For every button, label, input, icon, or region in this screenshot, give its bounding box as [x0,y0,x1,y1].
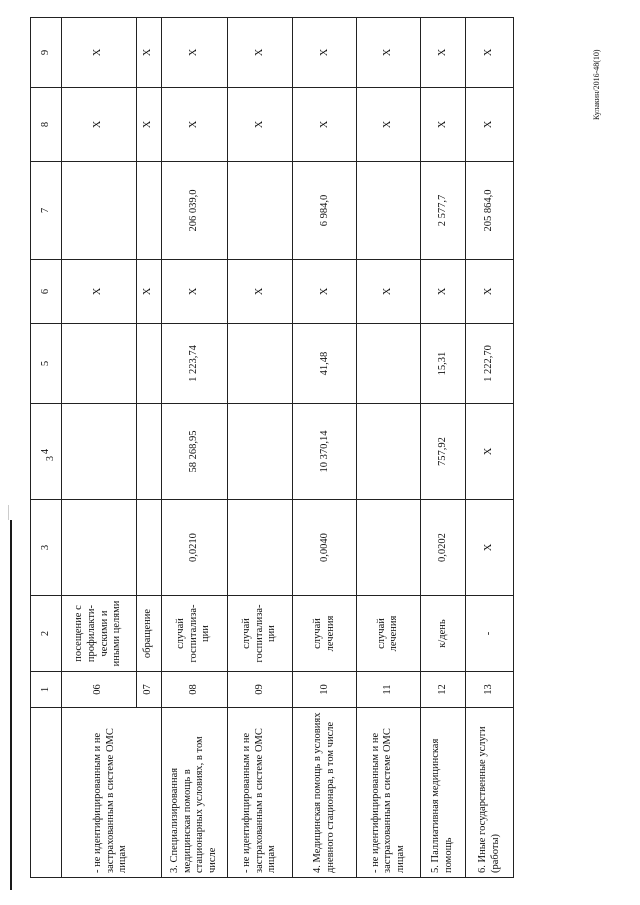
row-per-capita: 1 223,74 [161,324,227,404]
row-col7: 206 039,0 [161,162,227,260]
row-norm: 0,0040 [293,500,357,596]
row-col9: X [61,18,136,88]
row-col6: X [161,260,227,324]
row-col7 [61,162,136,260]
row-per-capita [227,324,293,404]
row-code: 10 [293,672,357,708]
row-norm [227,500,293,596]
row-name: - не идентифицированным и не застрахованным в системе ОМС лицам [227,708,293,878]
row-name: - не идентифицированным и не застрахованным в системе ОМС лицам [357,708,421,878]
row-col6: X [227,260,293,324]
header-col-7: 7 [31,162,62,260]
row-col6: X [466,260,514,324]
table-row [161,18,227,878]
row-cost: 10 370,14 [293,404,357,500]
row-code: 12 [420,672,465,708]
row-col7: 2 577,7 [420,162,465,260]
row-norm [136,500,161,596]
row-per-capita [61,324,136,404]
row-col7: 205 864,0 [466,162,514,260]
row-per-capita: 1 222,70 [466,324,514,404]
row-norm: 0,0210 [161,500,227,596]
row-col8: X [466,88,514,162]
table-row [420,18,465,878]
row-col8: X [227,88,293,162]
header-col-1: 1 [31,672,62,708]
row-unit: обращение [136,596,161,672]
row-col9: X [293,18,357,88]
row-col7 [227,162,293,260]
row-code: 11 [357,672,421,708]
row-cost: 757,92 [420,404,465,500]
row-cost [61,404,136,500]
row-per-capita: 15,31 [420,324,465,404]
data-table [30,17,514,878]
header-col-9: 9 [31,18,62,88]
row-unit: посещение с профилакти-ческими и иными целями [61,596,136,672]
rotated-table-container [30,18,514,878]
table-row [61,18,136,878]
row-cost: 58 268,95 [161,404,227,500]
row-col7 [357,162,421,260]
header-row [31,18,62,878]
row-norm [61,500,136,596]
scan-mark [8,505,9,520]
row-col6: X [420,260,465,324]
row-cost [227,404,293,500]
page-number: 3 [45,456,56,461]
row-per-capita: 41,48 [293,324,357,404]
row-col9: X [136,18,161,88]
row-code: 09 [227,672,293,708]
row-code: 08 [161,672,227,708]
row-unit: - [466,596,514,672]
row-col8: X [357,88,421,162]
table-row [466,18,514,878]
document-code: Кулакин/2016-48(10) [592,49,601,120]
row-per-capita [357,324,421,404]
row-code: 06 [61,672,136,708]
row-unit: случай госпитализа-ции [227,596,293,672]
row-per-capita [136,324,161,404]
row-col9: X [161,18,227,88]
row-norm: X [466,500,514,596]
header-col-6: 6 [31,260,62,324]
row-cost [136,404,161,500]
header-col-5: 5 [31,324,62,404]
header-col-4: 4 [31,404,62,500]
row-unit: случай госпитализа-ции [161,596,227,672]
row-norm [357,500,421,596]
row-name: 3. Специализированная медицинская помощь в стационарных условиях, в том числе [161,708,227,878]
table-row [293,18,357,878]
row-code: 07 [136,672,161,708]
row-norm: 0,0202 [420,500,465,596]
row-col8: X [61,88,136,162]
row-col9: X [357,18,421,88]
row-col9: X [466,18,514,88]
row-col9: X [420,18,465,88]
row-name: 6. Иные государственные услуги (работы) [466,708,514,878]
row-col7 [136,162,161,260]
header-col-8: 8 [31,88,62,162]
row-col7: 6 984,0 [293,162,357,260]
row-name: 5. Паллиативная медицинская помощь [420,708,465,878]
row-cost: X [466,404,514,500]
row-col6: X [357,260,421,324]
row-col9: X [227,18,293,88]
row-name: - не идентифицированным и не застрахованным в системе ОМС лицам [61,708,161,878]
row-col6: X [61,260,136,324]
table-row [357,18,421,878]
binding-line [10,520,12,890]
row-name: 4. Медицинская помощь в условиях дневного стационара, в том числе [293,708,357,878]
header-col-2: 2 [31,596,62,672]
row-col8: X [293,88,357,162]
row-unit: к/день [420,596,465,672]
row-col8: X [136,88,161,162]
header-col-3: 3 [31,500,62,596]
table-row [227,18,293,878]
row-col6: X [136,260,161,324]
row-col6: X [293,260,357,324]
row-unit: случай лечения [293,596,357,672]
row-col8: X [161,88,227,162]
row-col8: X [420,88,465,162]
row-code: 13 [466,672,514,708]
row-cost [357,404,421,500]
header-empty [31,708,62,878]
row-unit: случай лечения [357,596,421,672]
